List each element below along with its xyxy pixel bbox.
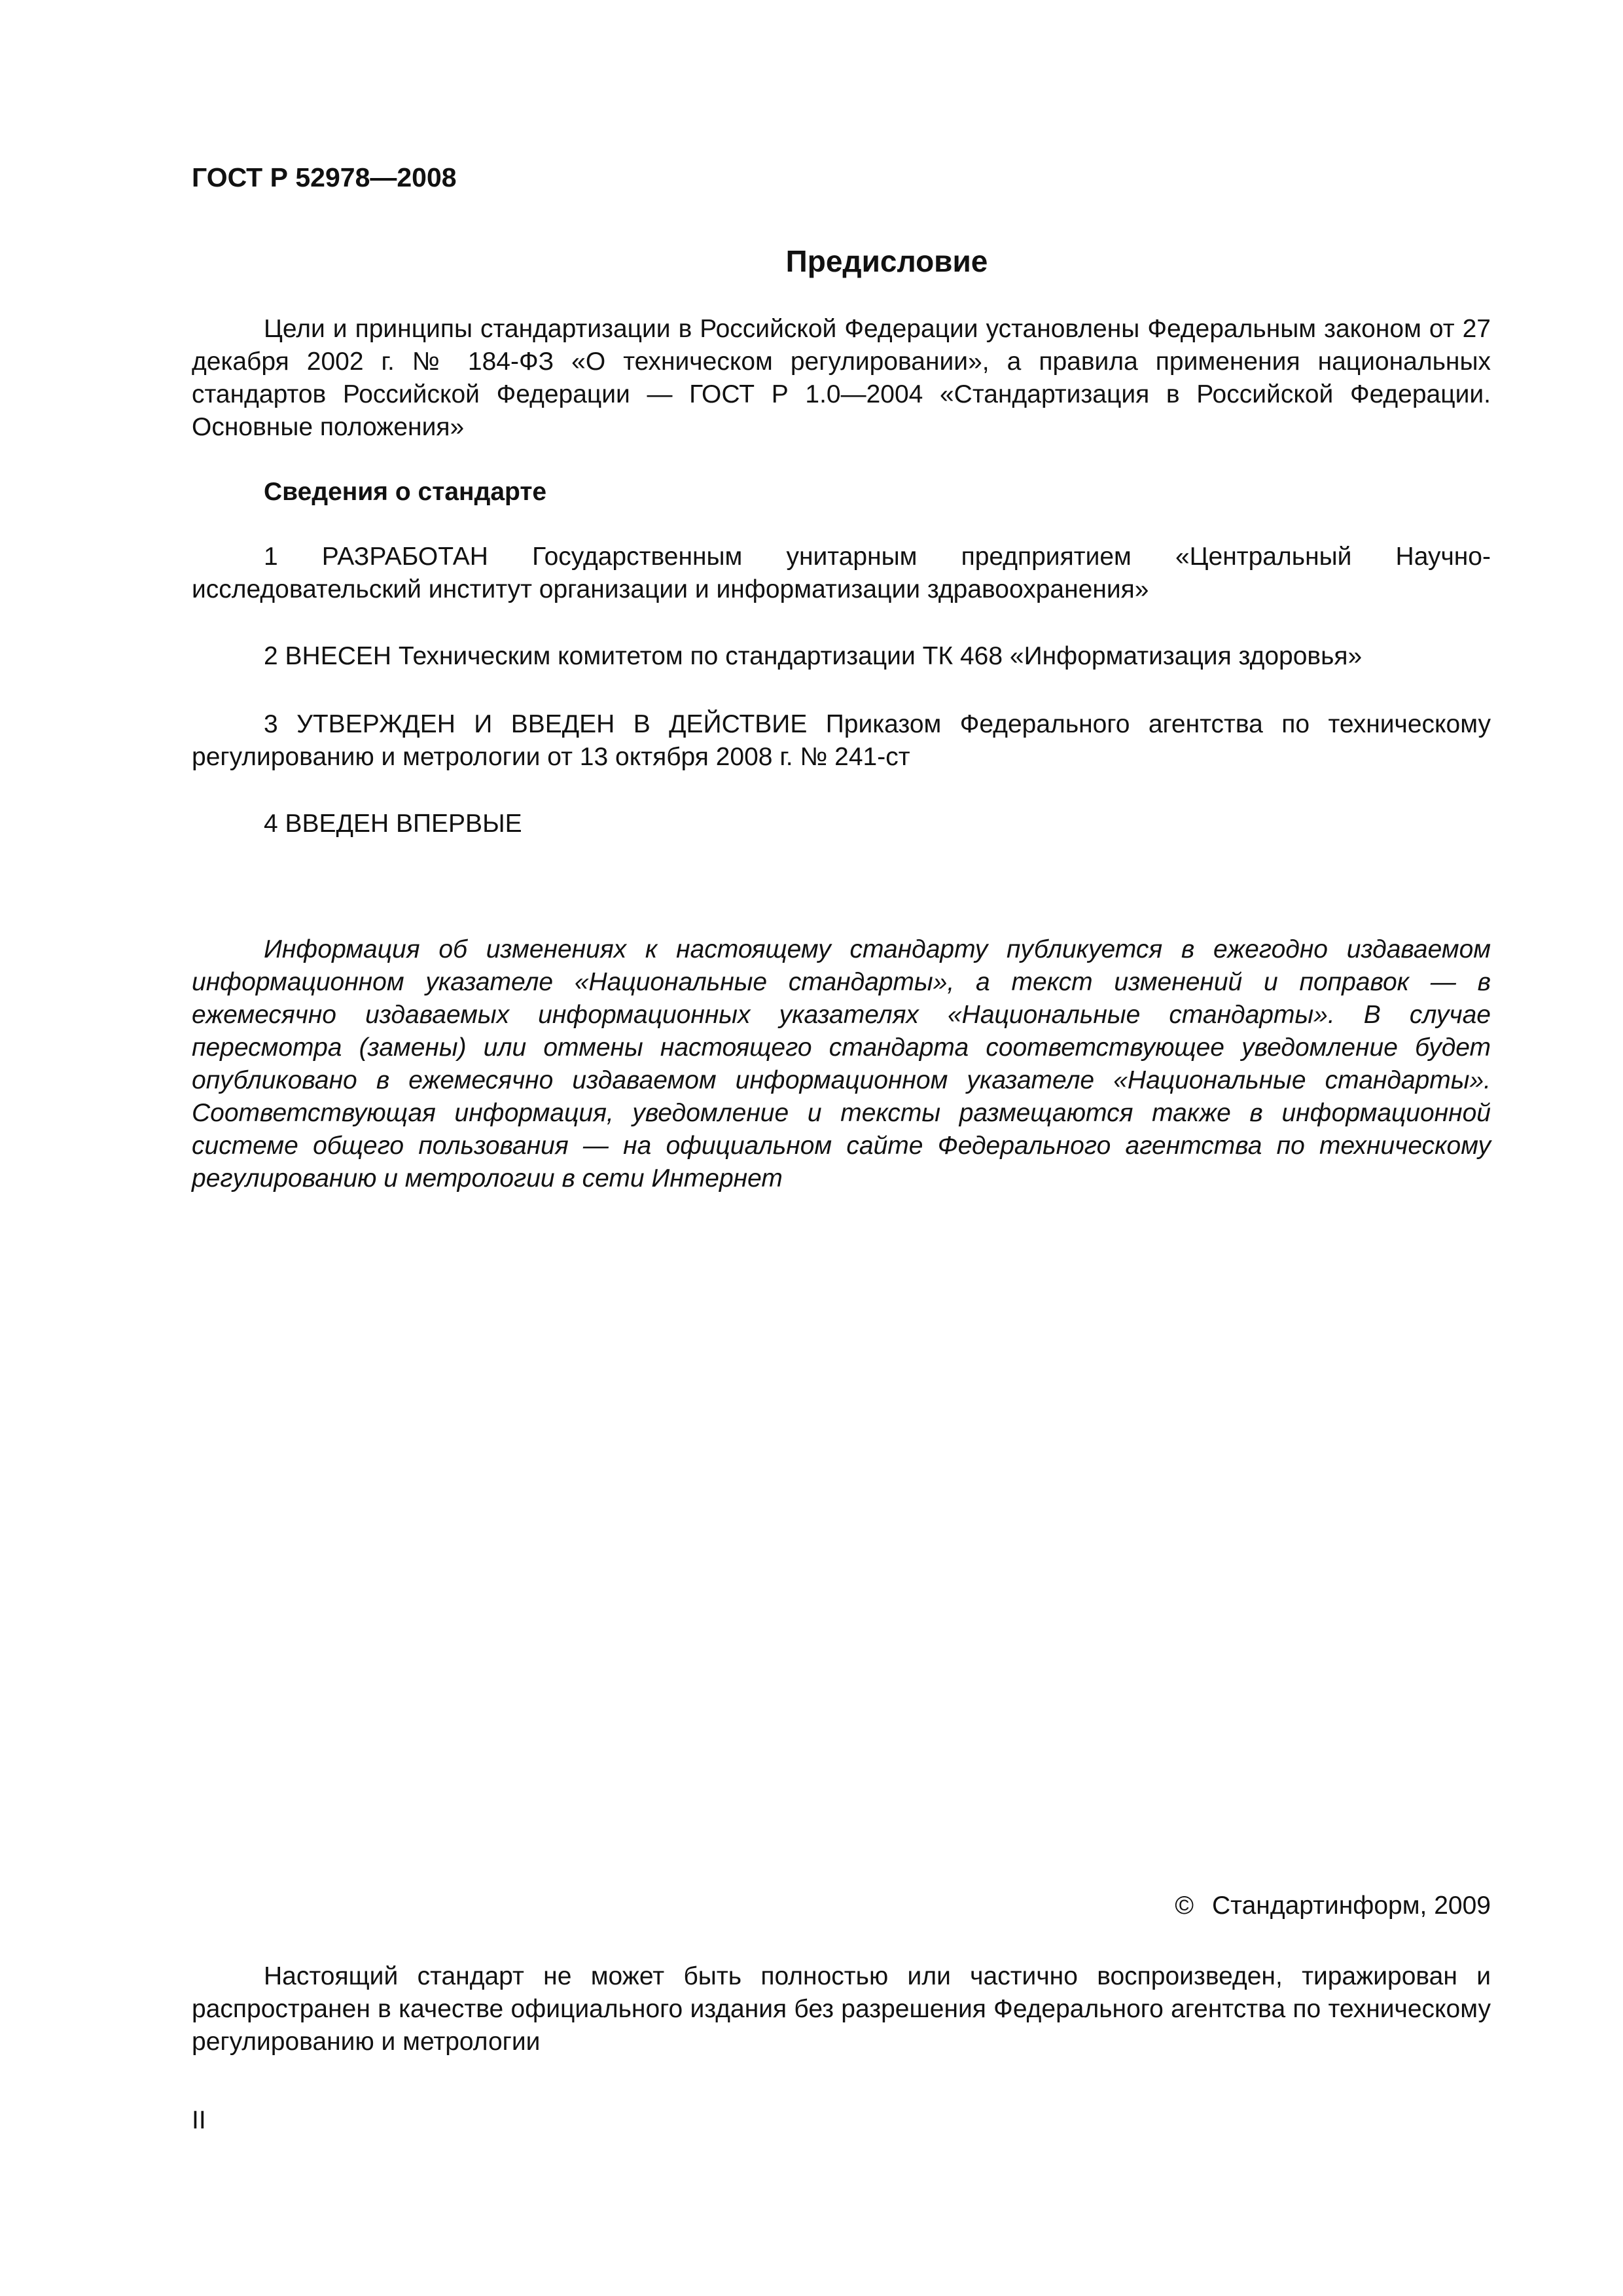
intro-paragraph: Цели и принципы стандартизации в Российской Федерации установлены Федеральным законом от 27 декабря 2002 г. № 184-ФЗ «О техническом регулировании», а правила применения национальных стандартов Российской Федерации — ГОСТ Р 1.0—2004 «Стандартизация в Российской Федерации. Основные положения» — [192, 315, 1491, 441]
notice-paragraph: Информация об изменениях к настоящему стандарту публикуется в ежегодно издаваемом информационном указателе «Национальные стандарты», а текст изменений и поправок — в ежемесячно издаваемых информационных указателях «Национальные стандарты». В случае пересмотра (замены) или отмены настоящего стандарта соответствующее уведомление будет опубликовано в ежемесячно издаваемом информационном указателе «Национальные стандарты». Соответствующая информация, уведомление и тексты размещаются также в информационной системе общего пользования — на официальном сайте Федерального агентства по техническому регулированию и метрологии в сети Интернет — [192, 935, 1491, 1193]
info-item-3: 3 УТВЕРЖДЕН И ВВЕДЕН В ДЕЙСТВИЕ Приказом Федерального агентства по техническому регулированию и метрологии от 13 октября 2008 г. № 241-ст — [192, 710, 1491, 771]
document-code: ГОСТ Р 52978—2008 — [192, 162, 457, 192]
page-number: II — [192, 2106, 206, 2134]
copyright-line — [1175, 1892, 1491, 1920]
info-item-4: 4 ВВЕДЕН ВПЕРВЫЕ — [264, 810, 522, 838]
standard-info-heading: Сведения о стандарте — [264, 478, 547, 506]
page-title: Предисловие — [785, 244, 988, 278]
copyright-text: Стандартинформ, 2009 — [1212, 1892, 1491, 1920]
info-item-1: 1 РАЗРАБОТАН Государственным унитарным предприятием «Центральный Научно-исследовательский институт организации и информатизации здравоохранения» — [192, 543, 1491, 603]
info-item-2: 2 ВНЕСЕН Техническим комитетом по стандартизации ТК 468 «Информатизация здоровья» — [264, 642, 1363, 670]
reproduction-notice: Настоящий стандарт не может быть полностью или частично воспроизведен, тиражирован и распространен в качестве официального издания без разрешения Федерального агентства по техническому регулированию и метрологии — [192, 1962, 1491, 2056]
copyright-symbol: © — [1175, 1892, 1194, 1920]
